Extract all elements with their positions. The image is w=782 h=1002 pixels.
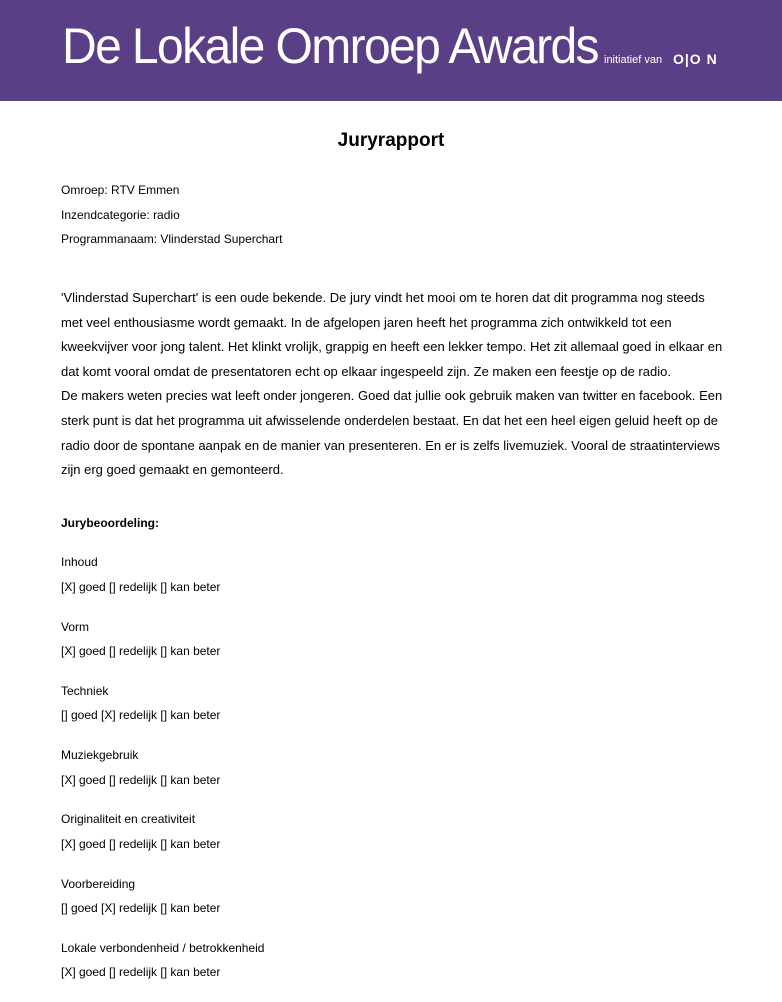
criterion-label-inhoud: Inhoud <box>61 555 98 569</box>
criterion-label-vorm: Vorm <box>61 620 90 634</box>
criterion-rating-inhoud: [X] goed [] redelijk [] kan beter <box>61 580 221 594</box>
paragraph-line: De makers weten precies wat leeft onder jongeren. Goed dat jullie ook gebruik maken van twitter en facebook. Een <box>61 388 723 404</box>
jurybeoordeling-heading: Jurybeoordeling: <box>61 516 160 530</box>
document-title: Juryrapport <box>337 130 445 151</box>
criterion-label-originaliteit: Originaliteit en creativiteit <box>61 812 196 826</box>
criterion-rating-originaliteit: [X] goed [] redelijk [] kan beter <box>61 837 221 851</box>
meta-omroep: Omroep: RTV Emmen <box>61 183 180 197</box>
oln-logo: O|O N <box>673 51 718 67</box>
header-banner <box>0 0 782 101</box>
criterion-rating-techniek: [] goed [X] redelijk [] kan beter <box>61 708 221 722</box>
paragraph-line: kweekvijver voor jong talent. Het klinkt vrolijk, grappig en heeft een lekker tempo. Het zit allemaal goed in elkaar en <box>61 339 723 355</box>
paragraph-line: zijn erg goed gemaakt en gemonteerd. <box>61 462 284 478</box>
criterion-label-muziekgebruik: Muziekgebruik <box>61 748 139 762</box>
paragraph-line: radio door de spontane aanpak en de manier van presenteren. En er is zelfs livemuziek. Vooral de straatinterviews <box>61 437 721 453</box>
criterion-rating-voorbereiding: [] goed [X] redelijk [] kan beter <box>61 901 221 915</box>
criterion-rating-lokale-verbondenheid: [X] goed [] redelijk [] kan beter <box>61 965 221 979</box>
paragraph-line: sterk punt is dat het programma uit afwisselende onderdelen bestaat. En dat het een heel eigen geluid heeft op de <box>61 412 718 428</box>
meta-inzendcategorie: Inzendcategorie: radio <box>61 208 180 222</box>
criterion-rating-vorm: [X] goed [] redelijk [] kan beter <box>61 644 221 658</box>
meta-programmanaam: Programmanaam: Vlinderstad Superchart <box>61 232 283 246</box>
criterion-rating-muziekgebruik: [X] goed [] redelijk [] kan beter <box>61 773 221 787</box>
jury-report-paragraph <box>61 286 761 483</box>
criterion-label-techniek: Techniek <box>61 684 109 698</box>
banner-subtitle: initiatief van <box>604 54 663 66</box>
paragraph-line: dat komt vooral omdat de presentatoren echt op elkaar ingespeeld zijn. Ze maken een feestje op de radio. <box>61 363 671 379</box>
paragraph-line: met veel enthousiasme wordt gemaakt. In de afgelopen jaren heeft het programma zich ontwikkeld tot een <box>61 314 672 330</box>
banner-title: De Lokale Omroep Awards <box>62 19 598 75</box>
criterion-label-voorbereiding: Voorbereiding <box>61 877 136 891</box>
criterion-label-lokale-verbondenheid: Lokale verbondenheid / betrokkenheid <box>61 941 265 955</box>
paragraph-line: 'Vlinderstad Superchart' is een oude bekende. De jury vindt het mooi om te horen dat dit programma nog steeds <box>61 290 705 305</box>
